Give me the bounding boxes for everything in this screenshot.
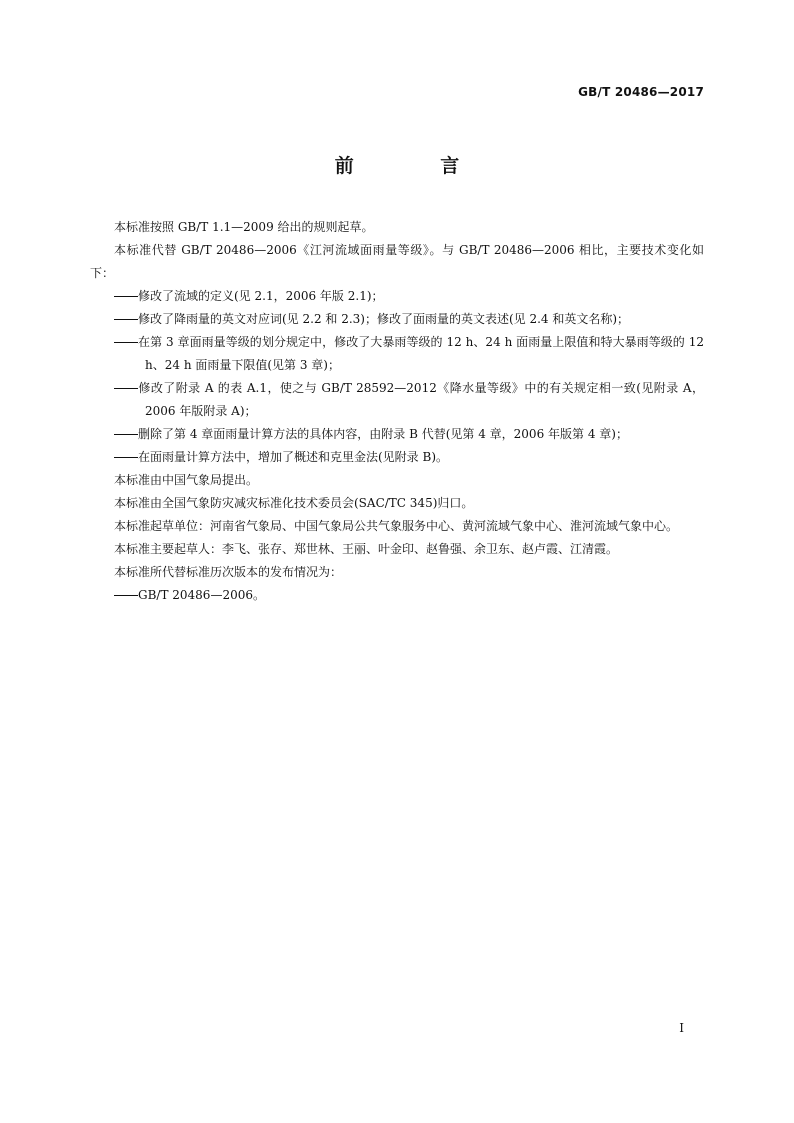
list-item xyxy=(90,308,704,331)
foreword-body xyxy=(90,216,704,607)
list-item-text: GB/T 20486—2006。 xyxy=(138,588,265,602)
page-number: I xyxy=(679,1021,684,1035)
list-item-text: 在第 3 章面雨量等级的划分规定中，修改了大暴雨等级的 12 h、24 h 面雨量上限值和特大暴雨等级的 12 h、24 h 面雨量下限值(见第 3 章)； xyxy=(138,335,704,372)
paragraph: 本标准起草单位：河南省气象局、中国气象局公共气象服务中心、黄河流域气象中心、淮河流域气象中心。 xyxy=(114,519,679,533)
dash-marker xyxy=(114,423,138,446)
page-title: 前 言 xyxy=(334,155,500,177)
dash-marker xyxy=(114,377,138,400)
paragraph: 本标准由全国气象防灾减灾标准化技术委员会(SAC/TC 345)归口。 xyxy=(114,496,474,510)
list-item-text: 在面雨量计算方法中，增加了概述和克里金法(见附录 B)。 xyxy=(138,450,448,464)
list-item xyxy=(90,331,704,377)
dash-marker xyxy=(114,331,138,354)
paragraph: 本标准由中国气象局提出。 xyxy=(114,473,259,487)
paragraph: 本标准所代替标准历次版本的发布情况为： xyxy=(114,565,343,579)
paragraph: 本标准按照 GB/T 1.1—2009 给出的规则起草。 xyxy=(114,220,374,234)
standard-code: GB/T 20486—2017 xyxy=(578,85,704,99)
list-item-text: 修改了附录 A 的表 A.1，使之与 GB/T 28592—2012《降水量等级》中的有关规定相一致(见附录 A，2006 年版附录 A)； xyxy=(138,381,704,418)
list-item xyxy=(90,377,704,423)
dash-marker xyxy=(114,285,138,308)
list-item-text: 修改了降雨量的英文对应词(见 2.2 和 2.3)；修改了面雨量的英文表述(见 2.4 和英文名称)； xyxy=(138,312,630,326)
paragraph: 本标准代替 GB/T 20486—2006《江河流域面雨量等级》。与 GB/T 20486—2006 相比，主要技术变化如下： xyxy=(90,243,704,280)
dash-marker xyxy=(114,584,138,607)
list-item xyxy=(90,446,704,469)
list-item xyxy=(90,584,704,607)
dash-marker xyxy=(114,446,138,469)
list-item xyxy=(90,423,704,446)
paragraph: 本标准主要起草人：李飞、张存、郑世林、王丽、叶金印、赵鲁强、余卫东、赵卢霞、江清霞。 xyxy=(114,542,619,556)
list-item-text: 删除了第 4 章面雨量计算方法的具体内容，由附录 B 代替(见第 4 章，2006 年版第 4 章)； xyxy=(138,427,628,441)
list-item-text: 修改了流域的定义(见 2.1，2006 年版 2.1)； xyxy=(138,289,384,303)
dash-marker xyxy=(114,308,138,331)
list-item xyxy=(90,285,704,308)
